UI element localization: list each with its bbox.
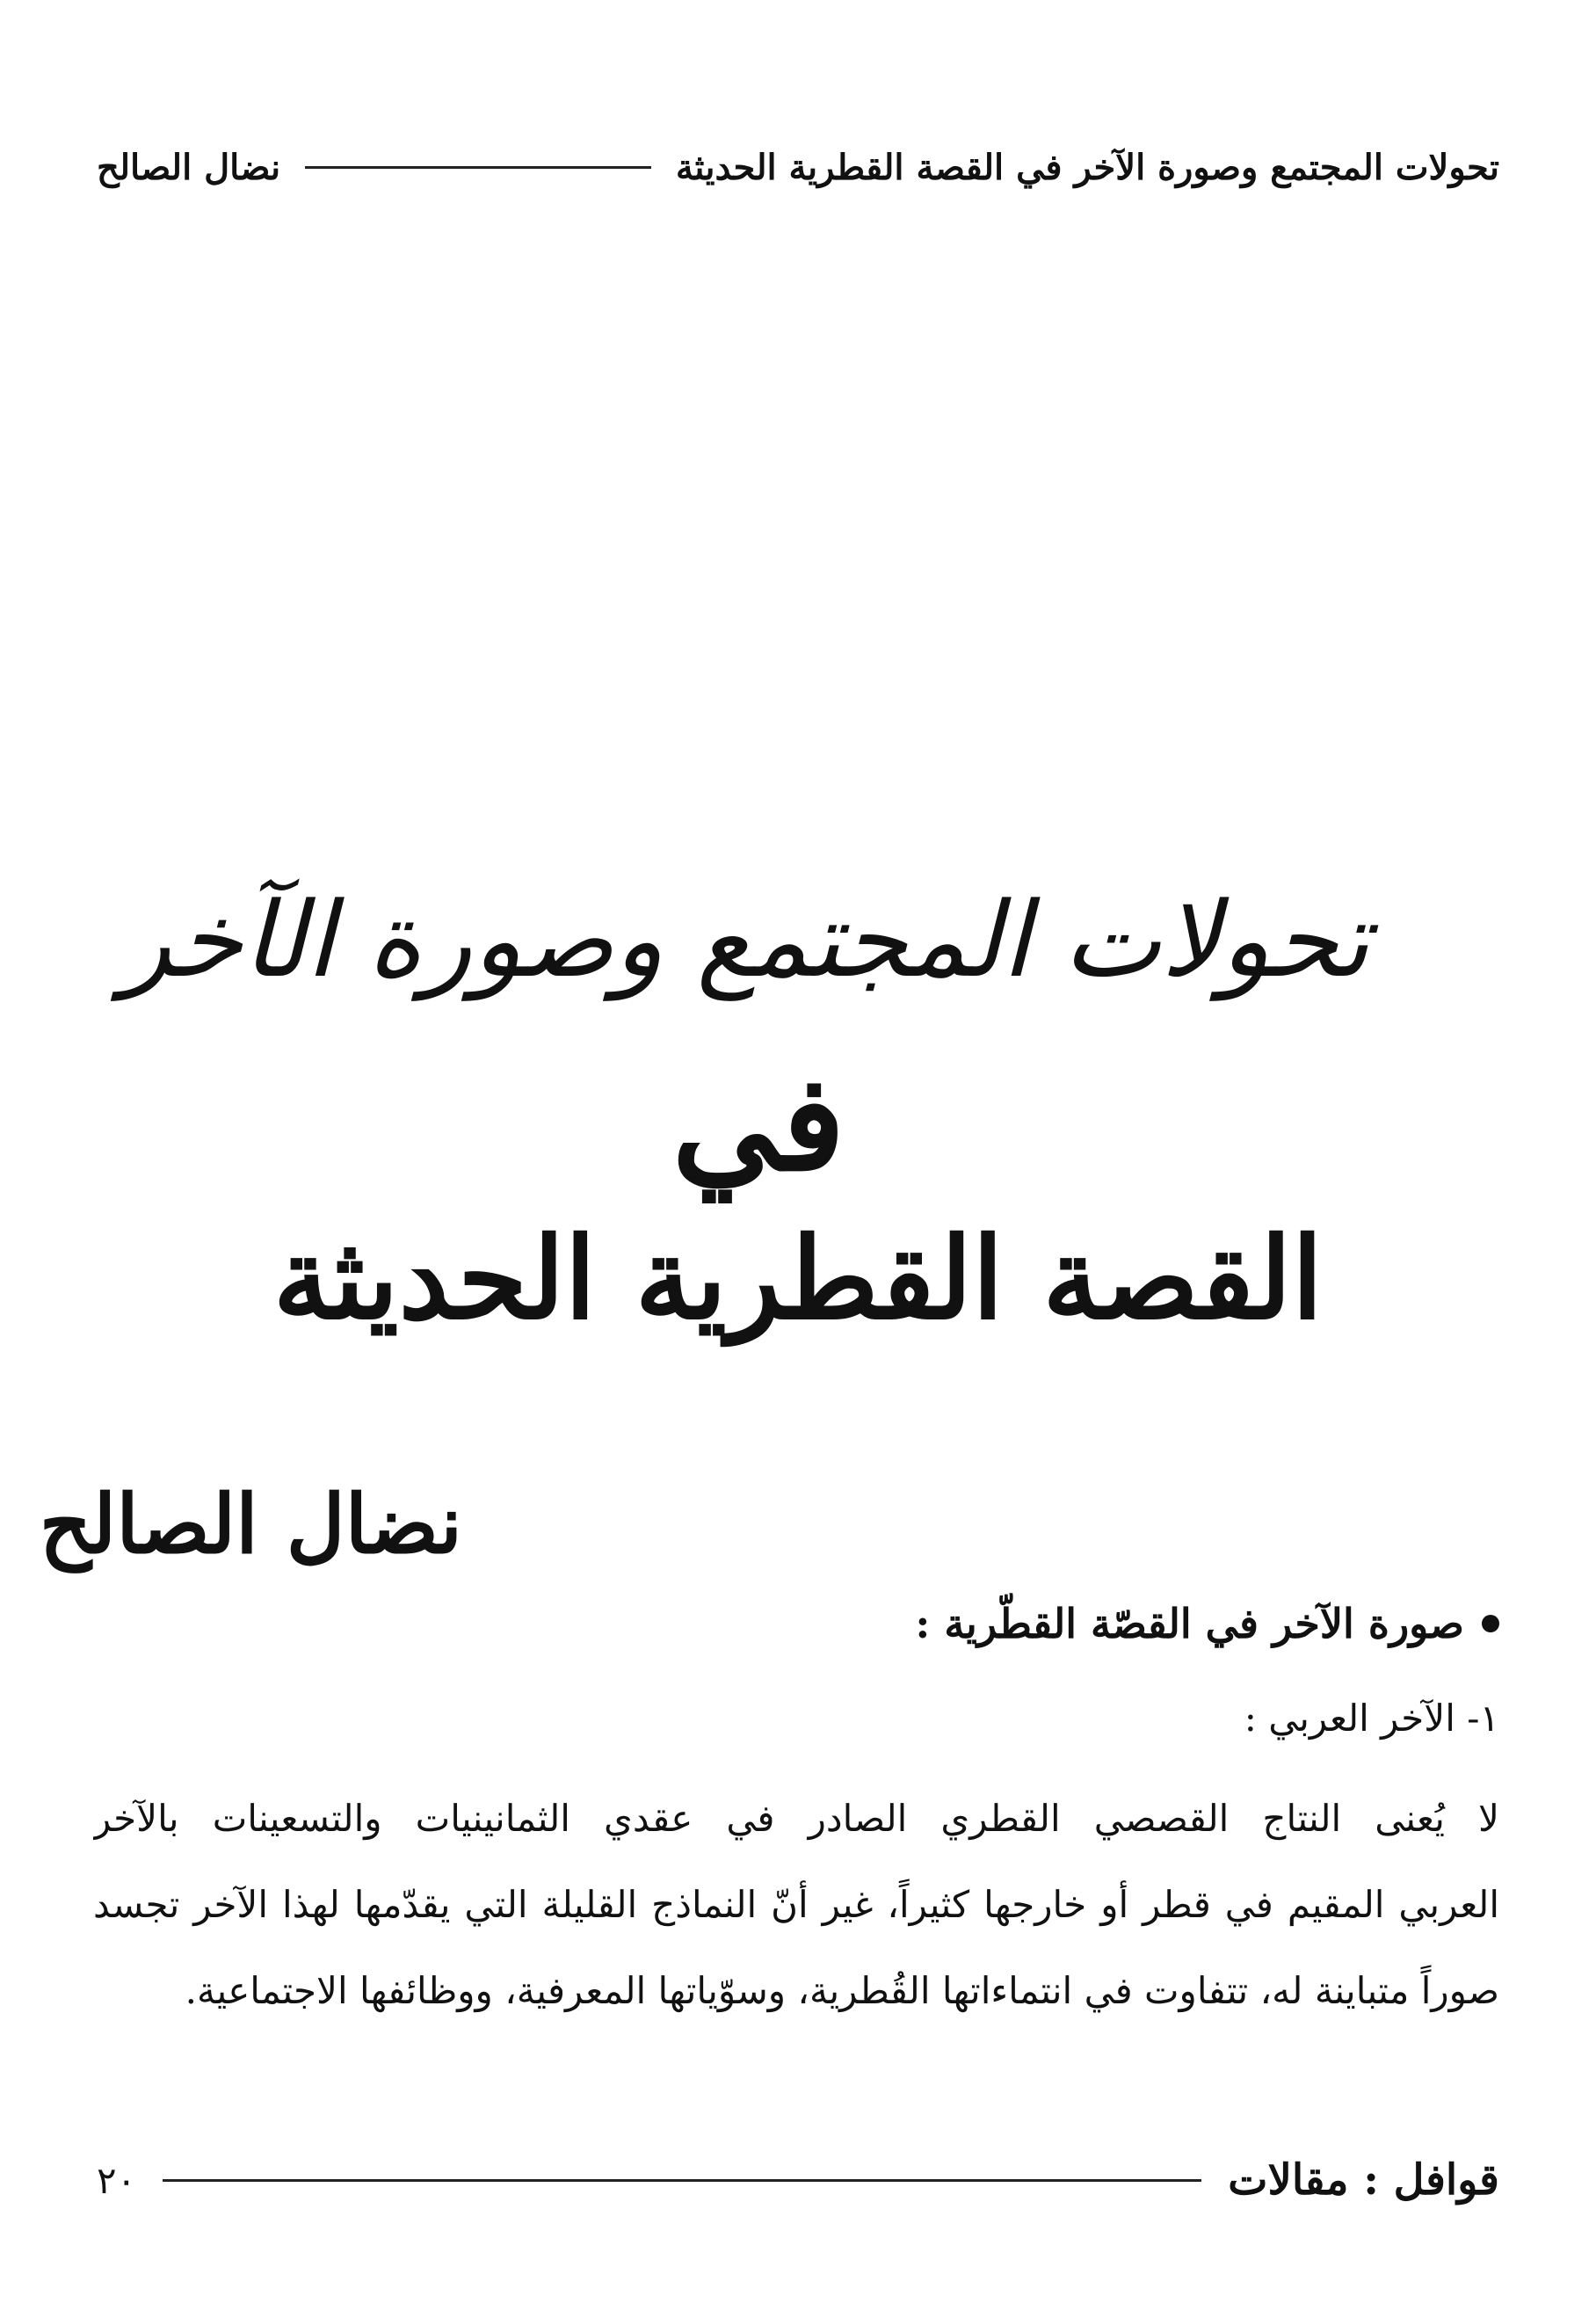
bullet-icon <box>1482 1615 1499 1632</box>
running-header <box>97 136 1499 198</box>
running-header-title: تحولات المجتمع وصورة الآخر في القصة القطرية الحديثة <box>675 146 1499 188</box>
section-heading-text: صورة الآخر في القصّة القطّرية : <box>915 1600 1464 1647</box>
running-header-author: نضال الصالح <box>97 146 281 188</box>
subheading: ١- الآخر العربي : <box>1244 1697 1499 1740</box>
body-paragraph <box>93 1776 1499 2034</box>
paragraph-line: لا يُعنى النتاج القصصي القطري الصادر في عقدي الثمانينيات والتسعينات بالآخر <box>93 1797 1499 1840</box>
header-rule <box>305 166 651 169</box>
paragraph-line: العربي المقيم في قطر أو خارجها كثيراً، غير أنّ النماذج القليلة التي يقدّمها لهذا الآخر تجسد <box>93 1883 1499 1926</box>
footer-rule <box>163 2179 1201 2182</box>
footer-label: قوافل : مقالات <box>1228 2155 1499 2205</box>
page-number: ٢٠ <box>97 2158 137 2202</box>
article-title-line-2: في <box>671 1046 845 1201</box>
article-title-line-3: القصة القطرية الحديثة <box>272 1213 1324 1345</box>
running-footer <box>97 2145 1499 2215</box>
section-heading <box>915 1600 1499 1647</box>
article-title-line-1: تحولات المجتمع وصورة الآخر <box>120 879 1370 1000</box>
paragraph-line: صوراً متباينة له، تتفاوت في انتماءاتها القُطرية، وسوّياتها المعرفية، ووظائفها الاجتماعية. <box>185 1969 1499 2012</box>
article-author: نضال الصالح <box>39 1477 462 1572</box>
